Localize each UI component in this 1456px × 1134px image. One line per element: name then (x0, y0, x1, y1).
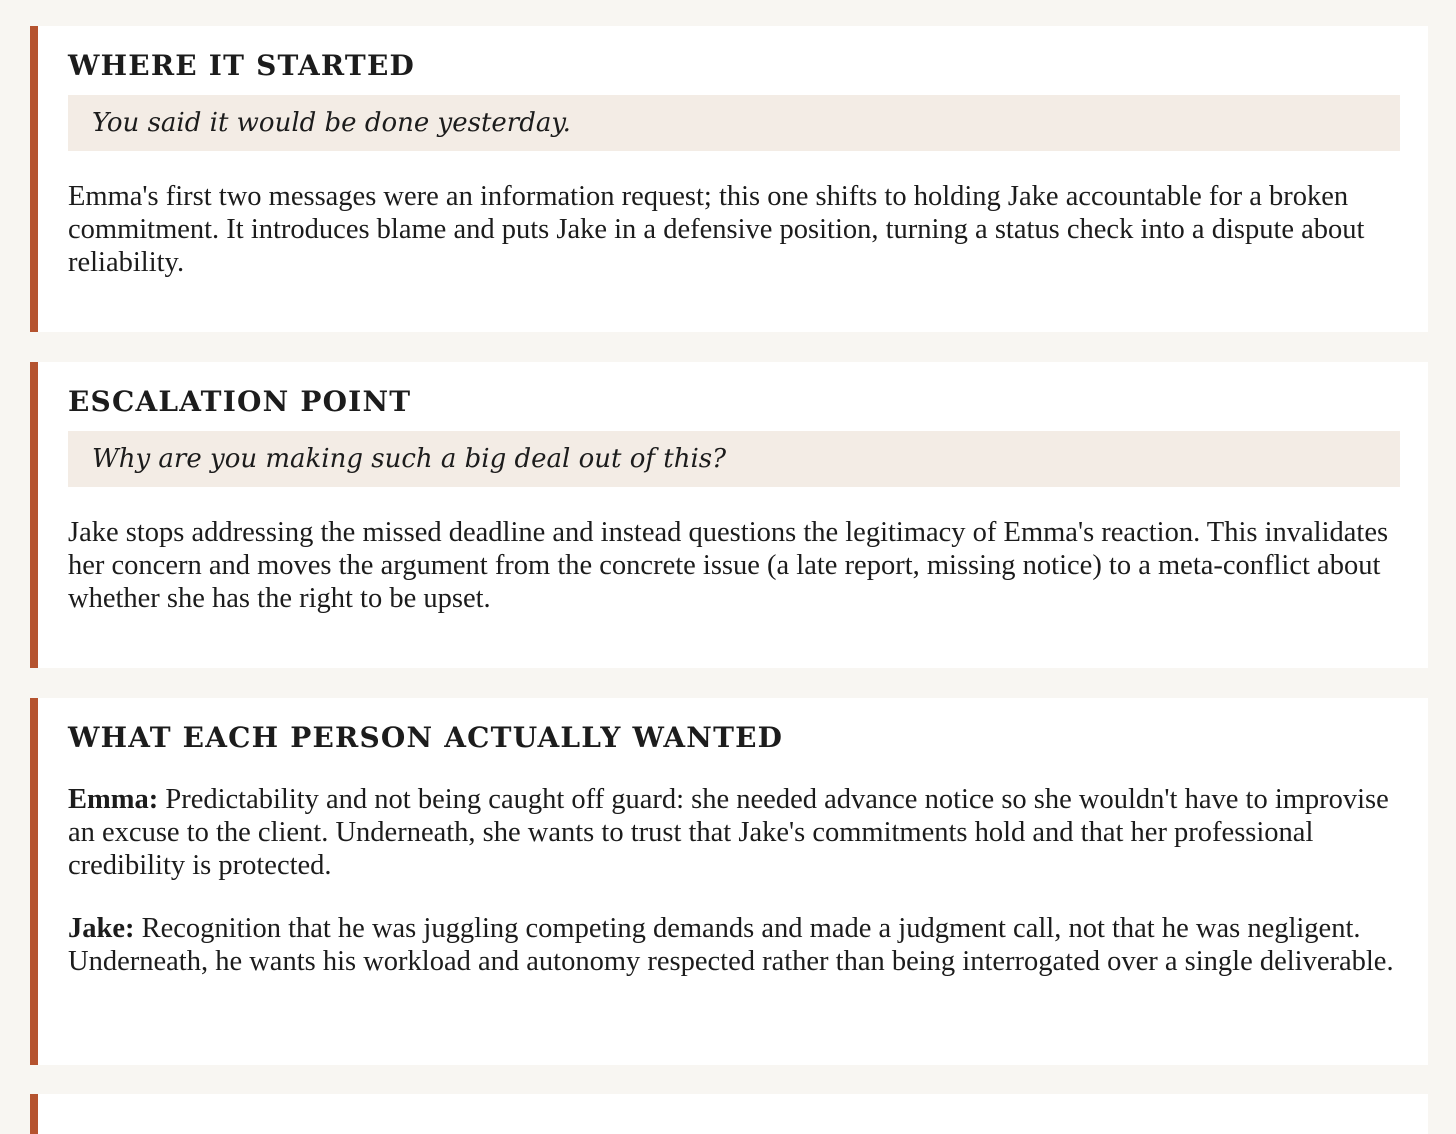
section-body: Emma's first two messages were an information request; this one shifts to holding Jake accountable for a broken commitment. It introduces blame and puts Jake in a defensive position, turning a status check into a dispute about reliability. (68, 181, 1365, 278)
person-name: Jake: (68, 913, 135, 944)
section-where-it-started (30, 26, 1428, 332)
section-escalation-point (30, 362, 1428, 668)
person-paragraph-emma (68, 783, 1400, 882)
section-body: Jake stops addressing the missed deadline and instead questions the legitimacy of Emma's reaction. This invalidates her concern and moves the argument from the concrete issue (a late report, missing notice) to a meta-conflict about whether she has the right to be upset. (68, 517, 1389, 614)
person-description: Recognition that he was juggling competing demands and made a judgment call, not that he was negligent. Underneath, he wants his workload and autonomy respected rather than being interrogated over a single deliverable. (68, 913, 1394, 977)
section-what-each-person-wanted (30, 698, 1428, 1065)
section-heading: WHAT EACH PERSON ACTUALLY WANTED (68, 721, 784, 754)
quote-block: Why are you making such a big deal out of this? (68, 431, 1400, 487)
person-description: Predictability and not being caught off guard: she needed advance notice so she wouldn't have to improvise an excuse to the client. Underneath, she wants to trust that Jake's commitments hold and that her professional credibility is protected. (68, 784, 1389, 881)
section-next-partial (30, 1094, 1428, 1134)
quote-block: You said it would be done yesterday. (68, 95, 1400, 151)
section-heading: ESCALATION POINT (68, 385, 412, 418)
section-heading: WHERE IT STARTED (68, 49, 415, 82)
person-paragraph-jake (68, 912, 1400, 978)
person-name: Emma: (68, 784, 159, 815)
